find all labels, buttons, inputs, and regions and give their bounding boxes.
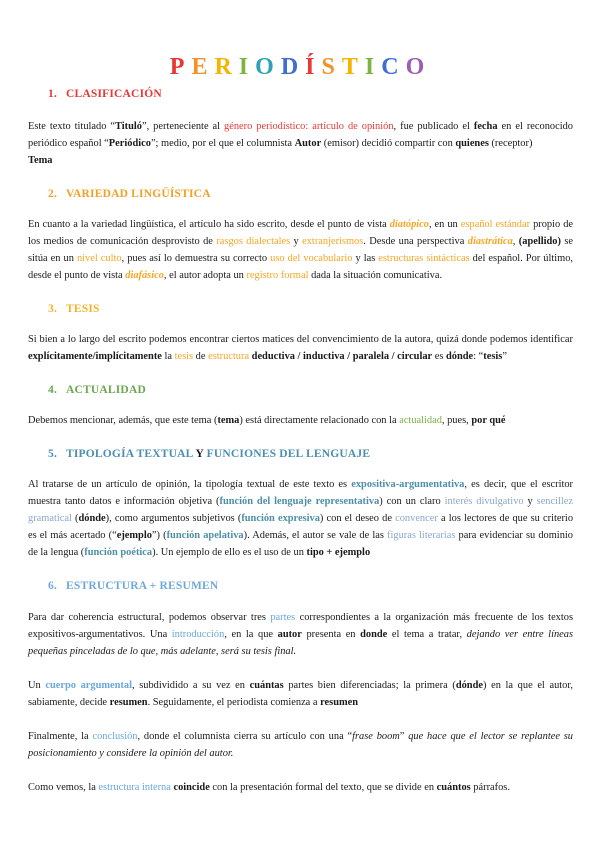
title-letter: S <box>321 54 342 80</box>
section-actualidad <box>28 384 573 429</box>
section-estructura <box>28 580 573 796</box>
section-heading: 5. TIPOLOGÍA TEXTUAL Y FUNCIONES DEL LENGUAJE <box>48 448 371 460</box>
title-letter: O <box>405 54 432 80</box>
title-letter: I <box>238 54 256 80</box>
section-paragraph: Como vemos, la estructura interna coincide con la presentación formal del texto, que se divide en cuántos párrafos. <box>28 782 510 793</box>
section-paragraph: Al tratarse de un artículo de opinión, la tipología textual de este texto es expositiva-argumentativa, es decir, que el escritor muestra tanto datos e información objetiva (función del lenguaje representativa) con un claro interés divulgativo y sencillez gramatical (dónde), como argumentos subjetivos (función expresiva) con el deseo de convencer a los lectores de que su criterio es el más acertado (“ejemplo”) (función apelativa). Además, el autor se vale de las figuras literarias para evidenciar su dominio de la lengua (función poética). Un ejemplo de ello es el uso de un tipo + ejemplo <box>28 479 574 558</box>
section-paragraph: Para dar coherencia estructural, podemos observar tres partes correspondientes a la organización más frecuente de los textos expositivos-argumentativos. Una introducción, en la que autor presenta en donde el tema a tratar, dejando ver entre líneas pequeñas pinceladas de lo que, más adelante, será su tesis final. <box>28 612 573 657</box>
title-letter: E <box>191 54 215 80</box>
title-letter: O <box>255 54 281 80</box>
section-paragraph: Finalmente, la conclusión, donde el columnista cierra su artículo con una “frase boom” que hace que el lector se replantee su posicionamiento y considere la opinión del autor. <box>28 731 573 759</box>
section-heading: 2. VARIEDAD LINGÜÍSTICA <box>48 188 211 200</box>
section-tipologia <box>28 448 573 561</box>
section-paragraph: Un cuerpo argumental, subdividido a su vez en cuántas partes bien diferenciadas; la primera (dónde) en la que el autor, sabiamente, decide resumen. Seguidamente, el periodista comienza a resumen <box>28 680 574 708</box>
title-letter: I <box>364 54 382 80</box>
document-title <box>28 0 573 80</box>
section-paragraph: Este texto titulado “Tituló”, perteneciente al género periodístico: artículo de opinión, fue publicado el fecha en el reconocido periódico español “Periódico”; medio, por el que el columnista Autor (emisor) decidió compartir con quienes (receptor) Tema <box>28 121 573 166</box>
section-paragraph: En cuanto a la variedad lingüística, el artículo ha sido escrito, desde el punto de vista diatópico, en un español estándar propio de los medios de comunicación desprovisto de rasgos dialectales y extranjerismos. Desde una perspectiva diastrática, (apellido) se sitúa en un nivel culto, pues así lo demuestra su correcto uso del vocabulario y las estructuras sintácticas del español. Por último, desde el punto de vista diafásico, el autor adopta un registro formal dada la situación comunicativa. <box>28 219 574 281</box>
title-letter: P <box>169 54 192 80</box>
title-letter: C <box>381 54 406 80</box>
section-heading: 6. ESTRUCTURA + RESUMEN <box>48 580 219 592</box>
section-tesis <box>28 303 573 365</box>
title-letter: R <box>214 54 239 80</box>
section-heading: 1. CLASIFICACIÓN <box>48 88 162 100</box>
section-clasificacion <box>28 88 573 169</box>
section-heading: 3. TESIS <box>48 303 100 315</box>
title-letter: D <box>280 54 306 80</box>
section-variedad-linguistica <box>28 188 573 284</box>
title-letter: Í <box>305 54 322 80</box>
section-heading: 4. ACTUALIDAD <box>48 384 146 396</box>
section-paragraph: Si bien a lo largo del escrito podemos encontrar ciertos matices del convencimiento de la autora, quizá donde podemos identificar explícitamente/implícitamente la tesis de estructura deductiva / inductiva / paralela / circular es dónde: “tesis” <box>28 334 573 362</box>
title-letter: T <box>341 54 365 80</box>
section-paragraph: Debemos mencionar, además, que este tema (tema) está directamente relacionado con la actualidad, pues, por qué <box>28 415 506 426</box>
